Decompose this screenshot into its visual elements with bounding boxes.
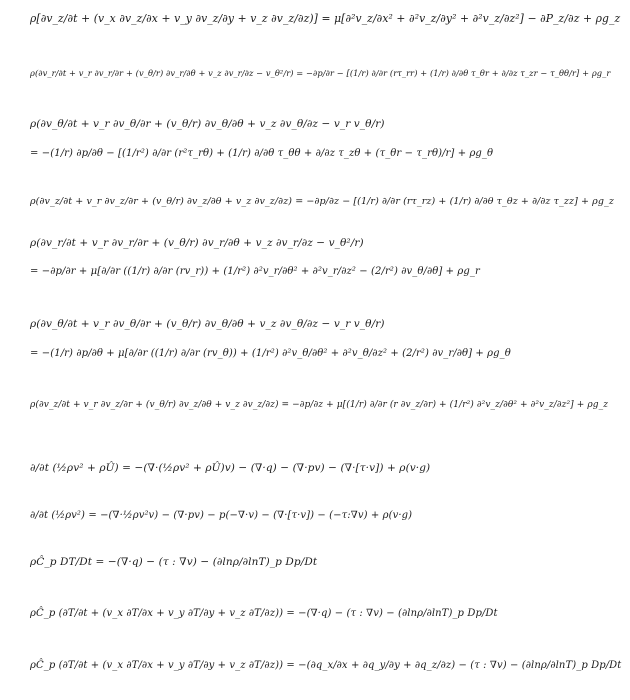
r-momentum-newtonian-lhs: ρ(∂v_r/∂t + v_r ∂v_r/∂r + (v_θ/r) ∂v_r/∂θ + v_z ∂v_r/∂z − v_θ²/r) xyxy=(30,237,364,249)
temperature-cartesian-equation: ρĈ_p (∂T/∂t + (v_x ∂T/∂x + v_y ∂T/∂y + v_z ∂T/∂z)) = −(∇·q) − (τ : ∇v) − (∂lnρ/∂lnT)_p Dp/Dt xyxy=(30,608,498,619)
theta-momentum-stress-rhs: = −(1/r) ∂p/∂θ − [(1/r²) ∂/∂r (r²τ_rθ) + (1/r) ∂/∂θ τ_θθ + ∂/∂z τ_zθ + (τ_θr − τ_rθ)/r] + ρg_θ xyxy=(30,148,494,159)
z-momentum-stress-equation: ρ(∂v_z/∂t + v_r ∂v_z/∂r + (v_θ/r) ∂v_z/∂θ + v_z ∂v_z/∂z) = −∂p/∂z − [(1/r) ∂/∂r (rτ_rz) + (1/r) ∂/∂θ τ_θz + ∂/∂z τ_zz] + ρg_z xyxy=(30,196,614,207)
r-momentum-stress-equation: ρ(∂v_r/∂t + v_r ∂v_r/∂r + (v_θ/r) ∂v_r/∂θ + v_z ∂v_r/∂z − v_θ²/r) = −∂p/∂r − [(1/r) ∂/∂r (rτ_rr) + (1/r) ∂/∂θ τ_θr + ∂/∂z τ_zr − τ_θθ/r] + ρg_r xyxy=(30,68,611,78)
z-momentum-newtonian-equation: ρ(∂v_z/∂t + v_r ∂v_z/∂r + (v_θ/r) ∂v_z/∂θ + v_z ∂v_z/∂z) = −∂p/∂z + μ[(1/r) ∂/∂r (r ∂v_z/∂r) + (1/r²) ∂²v_z/∂θ² + ∂²v_z/∂z²] + ρg_z xyxy=(30,400,609,410)
theta-momentum-newtonian-rhs: = −(1/r) ∂p/∂θ + μ[∂/∂r ((1/r) ∂/∂r (rv_θ)) + (1/r²) ∂²v_θ/∂θ² + ∂²v_θ/∂z² + (2/r²) ∂v_r/∂θ] + ρg_θ xyxy=(30,348,511,359)
mechanical-energy-equation: ∂/∂t (½ρv²) = −(∇·½ρv²v) − (∇·pv) − p(−∇·v) − (∇·[τ·v]) − (−τ:∇v) + ρ(v·g) xyxy=(30,510,413,521)
z-momentum-cartesian-equation: ρ[∂v_z/∂t + (v_x ∂v_z/∂x + v_y ∂v_z/∂y + v_z ∂v_z/∂z)] = μ[∂²v_z/∂x² + ∂²v_z/∂y² + ∂²v_z/∂z²] − ∂P_z/∂z + ρg_z xyxy=(30,12,621,25)
temperature-equation: ρĈ_p DT/Dt = −(∇·q) − (τ : ∇v) − (∂lnρ/∂lnT)_p Dp/Dt xyxy=(30,556,318,568)
temperature-cartesian-flux-equation: ρĈ_p (∂T/∂t + (v_x ∂T/∂x + v_y ∂T/∂y + v_z ∂T/∂z)) = −(∂q_x/∂x + ∂q_y/∂y + ∂q_z/∂z) − (τ : ∇v) − (∂lnρ/∂lnT)_p Dp/Dt xyxy=(30,660,622,671)
r-momentum-newtonian-rhs: = −∂p/∂r + μ[∂/∂r ((1/r) ∂/∂r (rv_r)) + (1/r²) ∂²v_r/∂θ² + ∂²v_r/∂z² − (2/r²) ∂v_θ/∂θ] + ρg_r xyxy=(30,266,480,277)
theta-momentum-stress-lhs: ρ(∂v_θ/∂t + v_r ∂v_θ/∂r + (v_θ/r) ∂v_θ/∂θ + v_z ∂v_θ/∂z − v_r v_θ/r) xyxy=(30,118,385,130)
total-energy-equation: ∂/∂t (½ρv² + ρÛ) = −(∇·(½ρv² + ρÛ)v) − (∇·q) − (∇·pv) − (∇·[τ·v]) + ρ(v·g) xyxy=(30,462,431,474)
theta-momentum-newtonian-lhs: ρ(∂v_θ/∂t + v_r ∂v_θ/∂r + (v_θ/r) ∂v_θ/∂θ + v_z ∂v_θ/∂z − v_r v_θ/r) xyxy=(30,318,385,330)
